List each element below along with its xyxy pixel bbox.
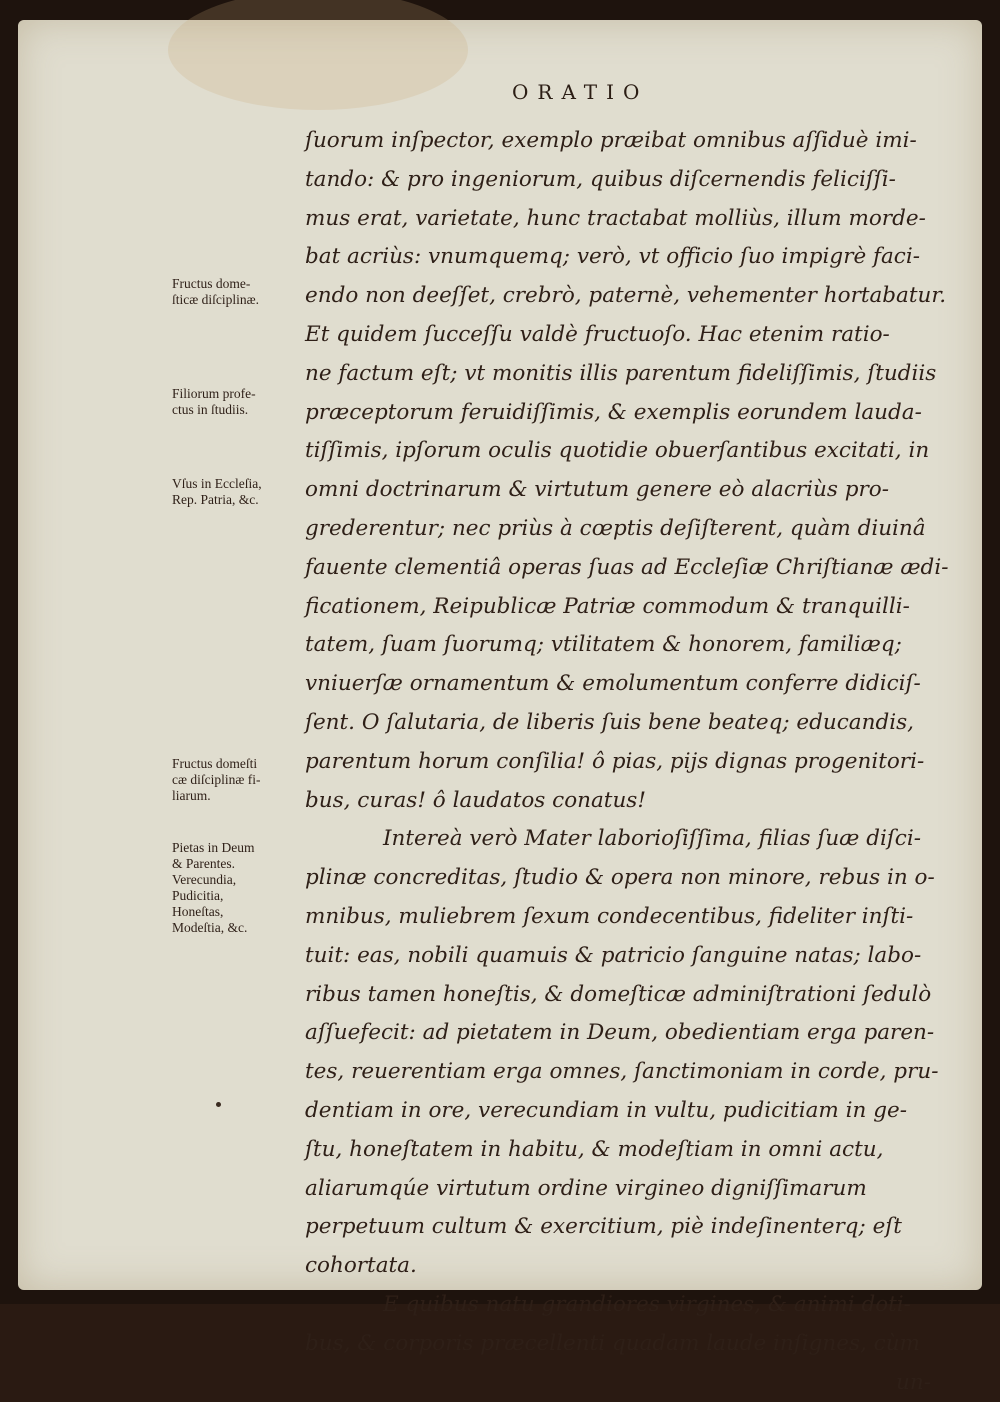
text-line: omni doctrinarum & virtutum genere eò alacriùs pro-: [305, 471, 945, 510]
text-line: tiſſimis, ipſorum oculis quotidie obuerſantibus excitati, in: [305, 432, 945, 471]
marginal-note: Pietas in Deum & Parentes. Verecundia, Pudicitia, Honeſtas, Modeſtia, &c.: [172, 840, 307, 936]
text-line: ſtu, honeſtatem in habitu, & modeſtiam in omni actu,: [305, 1131, 945, 1170]
text-line: ſent. O ſalutaria, de liberis ſuis bene beateq; educandis,: [305, 704, 945, 743]
text-line: Et quidem ſucceſſu valdè fructuoſo. Hac etenim ratio-: [305, 316, 945, 355]
catchword: un-: [305, 1364, 945, 1402]
text-line: plinæ concreditas, ſtudio & opera non minore, rebus in o-: [305, 859, 945, 898]
running-header: ORATIO: [512, 80, 648, 104]
text-line: tatem, ſuam ſuorumq; vtilitatem & honorem, familiæq;: [305, 626, 945, 665]
text-line: bat acriùs: vnumquemq; verò, vt officio ſuo impigrè faci-: [305, 238, 945, 277]
text-line: ne factum eſt; vt monitis illis parentum fideliſſimis, ſtudiis: [305, 355, 945, 394]
ink-speck: [216, 1102, 221, 1107]
water-stain: [168, 0, 468, 110]
text-line: bus, & corporis præcellenti quadam laude inſignes, cùm: [305, 1325, 945, 1364]
text-line: grederentur; nec priùs à cœptis deſiſterent, quàm diuinâ: [305, 510, 945, 549]
marginal-note: Vſus in Eccleſia, Rep. Patria, &c.: [172, 476, 307, 508]
text-line: aſſuefecit: ad pietatem in Deum, obedientiam erga paren-: [305, 1014, 945, 1053]
marginal-note: Fructus domeſti cæ diſciplinæ fi- liarum.: [172, 756, 307, 804]
paragraph-start-line: E quibus natu grandiores virgines, & animi doti-: [305, 1286, 945, 1325]
text-line: ſuorum inſpector, exemplo præibat omnibus aſſiduè imi-: [305, 122, 945, 161]
text-line: bus, curas! ô laudatos conatus!: [305, 782, 945, 821]
text-line: vniuerſæ ornamentum & emolumentum conferre didiciſ-: [305, 665, 945, 704]
text-line: cohortata.: [305, 1247, 945, 1286]
text-line: perpetuum cultum & exercitium, piè indeſinenterq; eſt: [305, 1208, 945, 1247]
text-line: aliarumqúe virtutum ordine virgineo digniſſimarum: [305, 1170, 945, 1209]
text-line: dentiam in ore, verecundiam in vultu, pudicitiam in ge-: [305, 1092, 945, 1131]
text-line: mus erat, varietate, hunc tractabat molliùs, illum morde-: [305, 200, 945, 239]
text-line: præceptorum feruidiſſimis, & exemplis eorundem lauda-: [305, 394, 945, 433]
paragraph-start-line: Intereà verò Mater laborioſiſſima, filias ſuæ diſci-: [305, 820, 945, 859]
text-line: tes, reuerentiam erga omnes, ſanctimoniam in corde, pru-: [305, 1053, 945, 1092]
text-line: ribus tamen honeſtis, & domeſticæ adminiſtrationi ſedulò: [305, 976, 945, 1015]
text-line: mnibus, muliebrem ſexum condecentibus, fideliter inſti-: [305, 898, 945, 937]
text-line: ficationem, Reipublicæ Patriæ commodum & tranquilli-: [305, 588, 945, 627]
text-line: parentum horum conſilia! ô pias, pijs dignas progenitori-: [305, 743, 945, 782]
text-line: tando: & pro ingeniorum, quibus diſcernendis feliciſſi-: [305, 161, 945, 200]
marginal-note: Fructus dome- ſticæ diſciplinæ.: [172, 276, 307, 308]
text-line: endo non deeſſet, crebrò, paternè, vehementer hortabatur.: [305, 277, 945, 316]
text-line: fauente clementiâ operas ſuas ad Eccleſiæ Chriſtianæ ædi-: [305, 549, 945, 588]
text-line: tuit: eas, nobili quamuis & patricio ſanguine natas; labo-: [305, 937, 945, 976]
body-text: [305, 122, 945, 1402]
marginal-note: Filiorum profe- ctus in ſtudiis.: [172, 386, 307, 418]
